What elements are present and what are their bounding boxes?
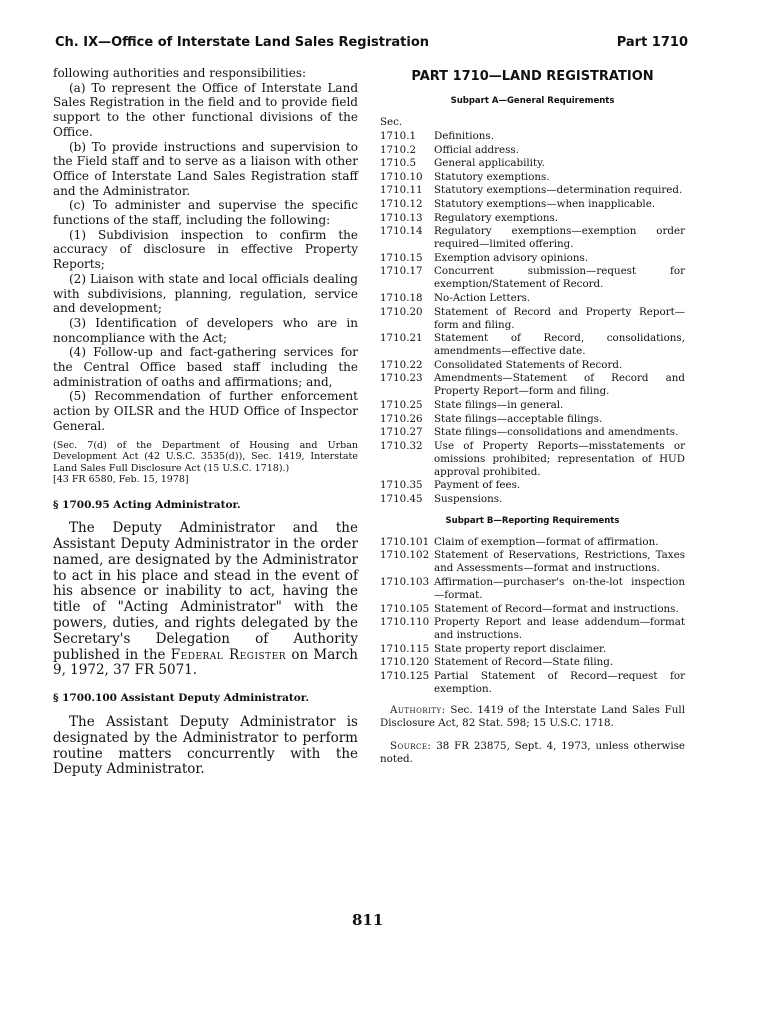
authority-citation: (Sec. 7(d) of the Department of Housing and Urban Development Act (42 U.S.C. 3535(d)), Sec. 1419, Interstate Land Sales Full Disclosure Act (15 U.S.C. 1718).) [53,439,358,474]
toc-section-title: Statutory exemptions. [434,170,550,183]
toc-entry [380,493,685,506]
toc-section-number: 1710.35 [380,479,423,492]
toc-section-number: 1710.102 [380,549,430,562]
toc-entry [380,130,685,143]
toc-section-title: Regulatory exemptions—exemption order required—limited offering. [434,225,685,251]
toc-section-number: 1710.13 [380,211,423,224]
toc-entry [380,144,685,157]
toc-entry [380,157,685,170]
running-header-part: Part 1710 [616,35,688,50]
toc-section-number: 1710.45 [380,492,423,505]
section-heading-1700-95: § 1700.95 Acting Administrator. [53,498,241,511]
toc-section-number: 1710.18 [380,291,423,304]
toc-section-title: Amendments—Statement of Record and Property Report—form and filing. [434,372,685,398]
toc-section-number: 1710.21 [380,332,423,345]
toc-section-title: Statement of Record—format and instructions. [434,602,679,615]
toc-section-number: 1710.20 [380,305,423,318]
part-title: PART 1710—LAND REGISTRATION [411,69,654,84]
source-note: Source: 38 FR 23875, Sept. 4, 1973, unless otherwise noted. [380,740,685,766]
toc-entry [380,603,685,616]
toc-section-title: Affirmation—purchaser's on-the-lot inspection—format. [434,576,685,602]
left-column [53,66,358,778]
toc-section-title: Suspensions. [434,492,503,505]
toc-section-number: 1710.26 [380,412,423,425]
fr-citation: [43 FR 6580, Feb. 15, 1978] [53,474,189,486]
toc-section-title: State property report disclaimer. [434,642,607,655]
toc-entry [380,332,685,358]
toc-section-title: Claim of exemption—format of affirmation. [434,535,659,548]
toc-entry [380,292,685,305]
list-item: (a) To represent the Office of Interstate Land Sales Registration in the field and to provide field support to the other functional divisions of the Office. [53,80,358,139]
subpart-b-heading: Subpart B—Reporting Requirements [445,515,620,526]
toc-entry [380,171,685,184]
right-column [380,66,685,777]
toc-section-number: 1710.1 [380,130,417,142]
toc-entry [380,399,685,412]
toc-entry [380,576,685,602]
toc-section-title: Statutory exemptions—when inapplicable. [434,197,656,210]
toc-entry [380,198,685,211]
section-text-1700-100: The Assistant Deputy Administrator is designated by the Administrator to perform routine matters concurrently with the Deputy Administrator. [53,713,358,778]
toc-section-title: Partial Statement of Record—request for exemption. [434,670,685,696]
toc-section-title: Regulatory exemptions. [434,211,559,224]
toc-entry [380,479,685,492]
toc-section-title: Consolidated Statements of Record. [434,358,623,371]
toc-section-title: Statement of Record and Property Report—form and filing. [434,305,685,331]
list-item: (4) Follow-up and fact-gathering services for the Central Office based staff including the administration of oaths and affirmations; and, [53,345,358,389]
toc-entry [380,536,685,549]
toc-section-title: Use of Property Reports—misstatements or omissions prohibited; representation of HUD approval prohibited. [434,439,685,478]
section-heading-1700-100: § 1700.100 Assistant Deputy Administrator. [53,692,310,705]
toc-section-number: 1710.25 [380,398,423,411]
toc-entry [380,265,685,291]
toc-section-number: 1710.17 [380,265,423,278]
toc-section-title: Payment of fees. [434,479,521,492]
toc-section-number: 1710.27 [380,426,423,439]
intro-text: following authorities and responsibilities: [53,66,307,80]
toc-section-title: Statement of Record—State filing. [434,656,614,669]
toc-section-number: 1710.23 [380,372,423,385]
toc-section-title: No-Action Letters. [434,291,531,304]
toc-entry [380,643,685,656]
list-item: (b) To provide instructions and supervision to the Field staff and to serve as a liaison with other Office of Interstate Land Sales Registration staff and the Administrator. [53,139,358,198]
toc-section-number: 1710.110 [380,616,430,629]
toc-section-number: 1710.101 [380,535,430,548]
toc-entry [380,306,685,332]
toc-subpart-a [380,130,685,506]
toc-section-number: 1710.10 [380,170,423,183]
toc-section-title: Property Report and lease addendum—format and instructions. [434,616,685,642]
toc-entry [380,184,685,197]
list-item: (c) To administer and supervise the specific functions of the staff, including the following: [53,198,358,228]
toc-entry [380,670,685,696]
toc-section-number: 1710.15 [380,251,423,264]
list-item: (1) Subdivision inspection to confirm the accuracy of disclosure in effective Property Reports; [53,227,358,272]
toc-entry [380,549,685,575]
toc-section-number: 1710.32 [380,439,423,452]
toc-section-number: 1710.125 [380,670,430,683]
toc-entry [380,656,685,669]
toc-section-number: 1710.22 [380,358,423,371]
toc-entry [380,426,685,439]
federal-register-name: Federal Register [170,646,287,663]
toc-section-number: 1710.115 [380,642,430,655]
running-header-chapter: Ch. IX—Office of Interstate Land Sales Registration [55,35,430,50]
toc-section-number: 1710.103 [380,576,430,589]
toc-section-title: Official address. [434,143,519,156]
toc-section-title: Definitions. [434,130,494,142]
toc-section-title: Statement of Reservations, Restrictions, Taxes and Assessments—format and instructions. [434,549,685,575]
toc-entry [380,413,685,426]
toc-entry [380,225,685,251]
toc-section-title: State filings—consolidations and amendments. [434,426,679,439]
sec-label: Sec. [380,116,403,128]
authority-label: Authority: [390,704,446,717]
source-label: Source: [390,740,432,753]
page-number: 811 [352,911,384,929]
toc-section-number: 1710.5 [380,157,417,170]
toc-section-number: 1710.12 [380,197,423,210]
toc-section-title: Concurrent submission—request for exemption/Statement of Record. [434,265,685,291]
toc-entry [380,252,685,265]
toc-entry [380,372,685,398]
toc-section-title: State filings—in general. [434,398,564,411]
toc-entry [380,212,685,225]
toc-section-title: Exemption advisory opinions. [434,251,589,264]
toc-section-number: 1710.14 [380,225,423,238]
toc-section-number: 1710.11 [380,184,423,197]
toc-section-number: 1710.2 [380,143,417,156]
section-text-1700-95: The Deputy Administrator and the Assistant Deputy Administrator in the order named, are designated by the Administrator to act in his place and stead in the event of his absence or inability to act, having the title of "Acting Administrator" with the powers, duties, and rights delegated by the Secretary's Delegation of Authority published in the Federal Register on March 9, 1972, 37 FR 5071. [53,520,358,679]
authority-note: Authority: Sec. 1419 of the Interstate Land Sales Full Disclosure Act, 82 Stat. 598; 15 U.S.C. 1718. [380,704,685,730]
toc-section-title: Statement of Record, consolidations, amendments—effective date. [434,332,685,358]
toc-entry [380,440,685,479]
toc-section-title: General applicability. [434,157,545,170]
subpart-a-heading: Subpart A—General Requirements [450,96,615,106]
toc-section-number: 1710.120 [380,656,430,669]
toc-section-title: State filings—acceptable filings. [434,412,603,425]
toc-section-title: Statutory exemptions—determination required. [434,184,683,197]
toc-subpart-b [380,536,685,696]
list-item: (3) Identification of developers who are in noncompliance with the Act; [53,315,358,345]
toc-entry [380,616,685,642]
list-item: (5) Recommendation of further enforcement action by OILSR and the HUD Office of Inspector General. [53,389,358,433]
toc-section-number: 1710.105 [380,602,430,615]
toc-entry [380,359,685,372]
list-item: (2) Liaison with state and local officials dealing with subdivisions, planning, regulation, service and development; [53,271,358,316]
